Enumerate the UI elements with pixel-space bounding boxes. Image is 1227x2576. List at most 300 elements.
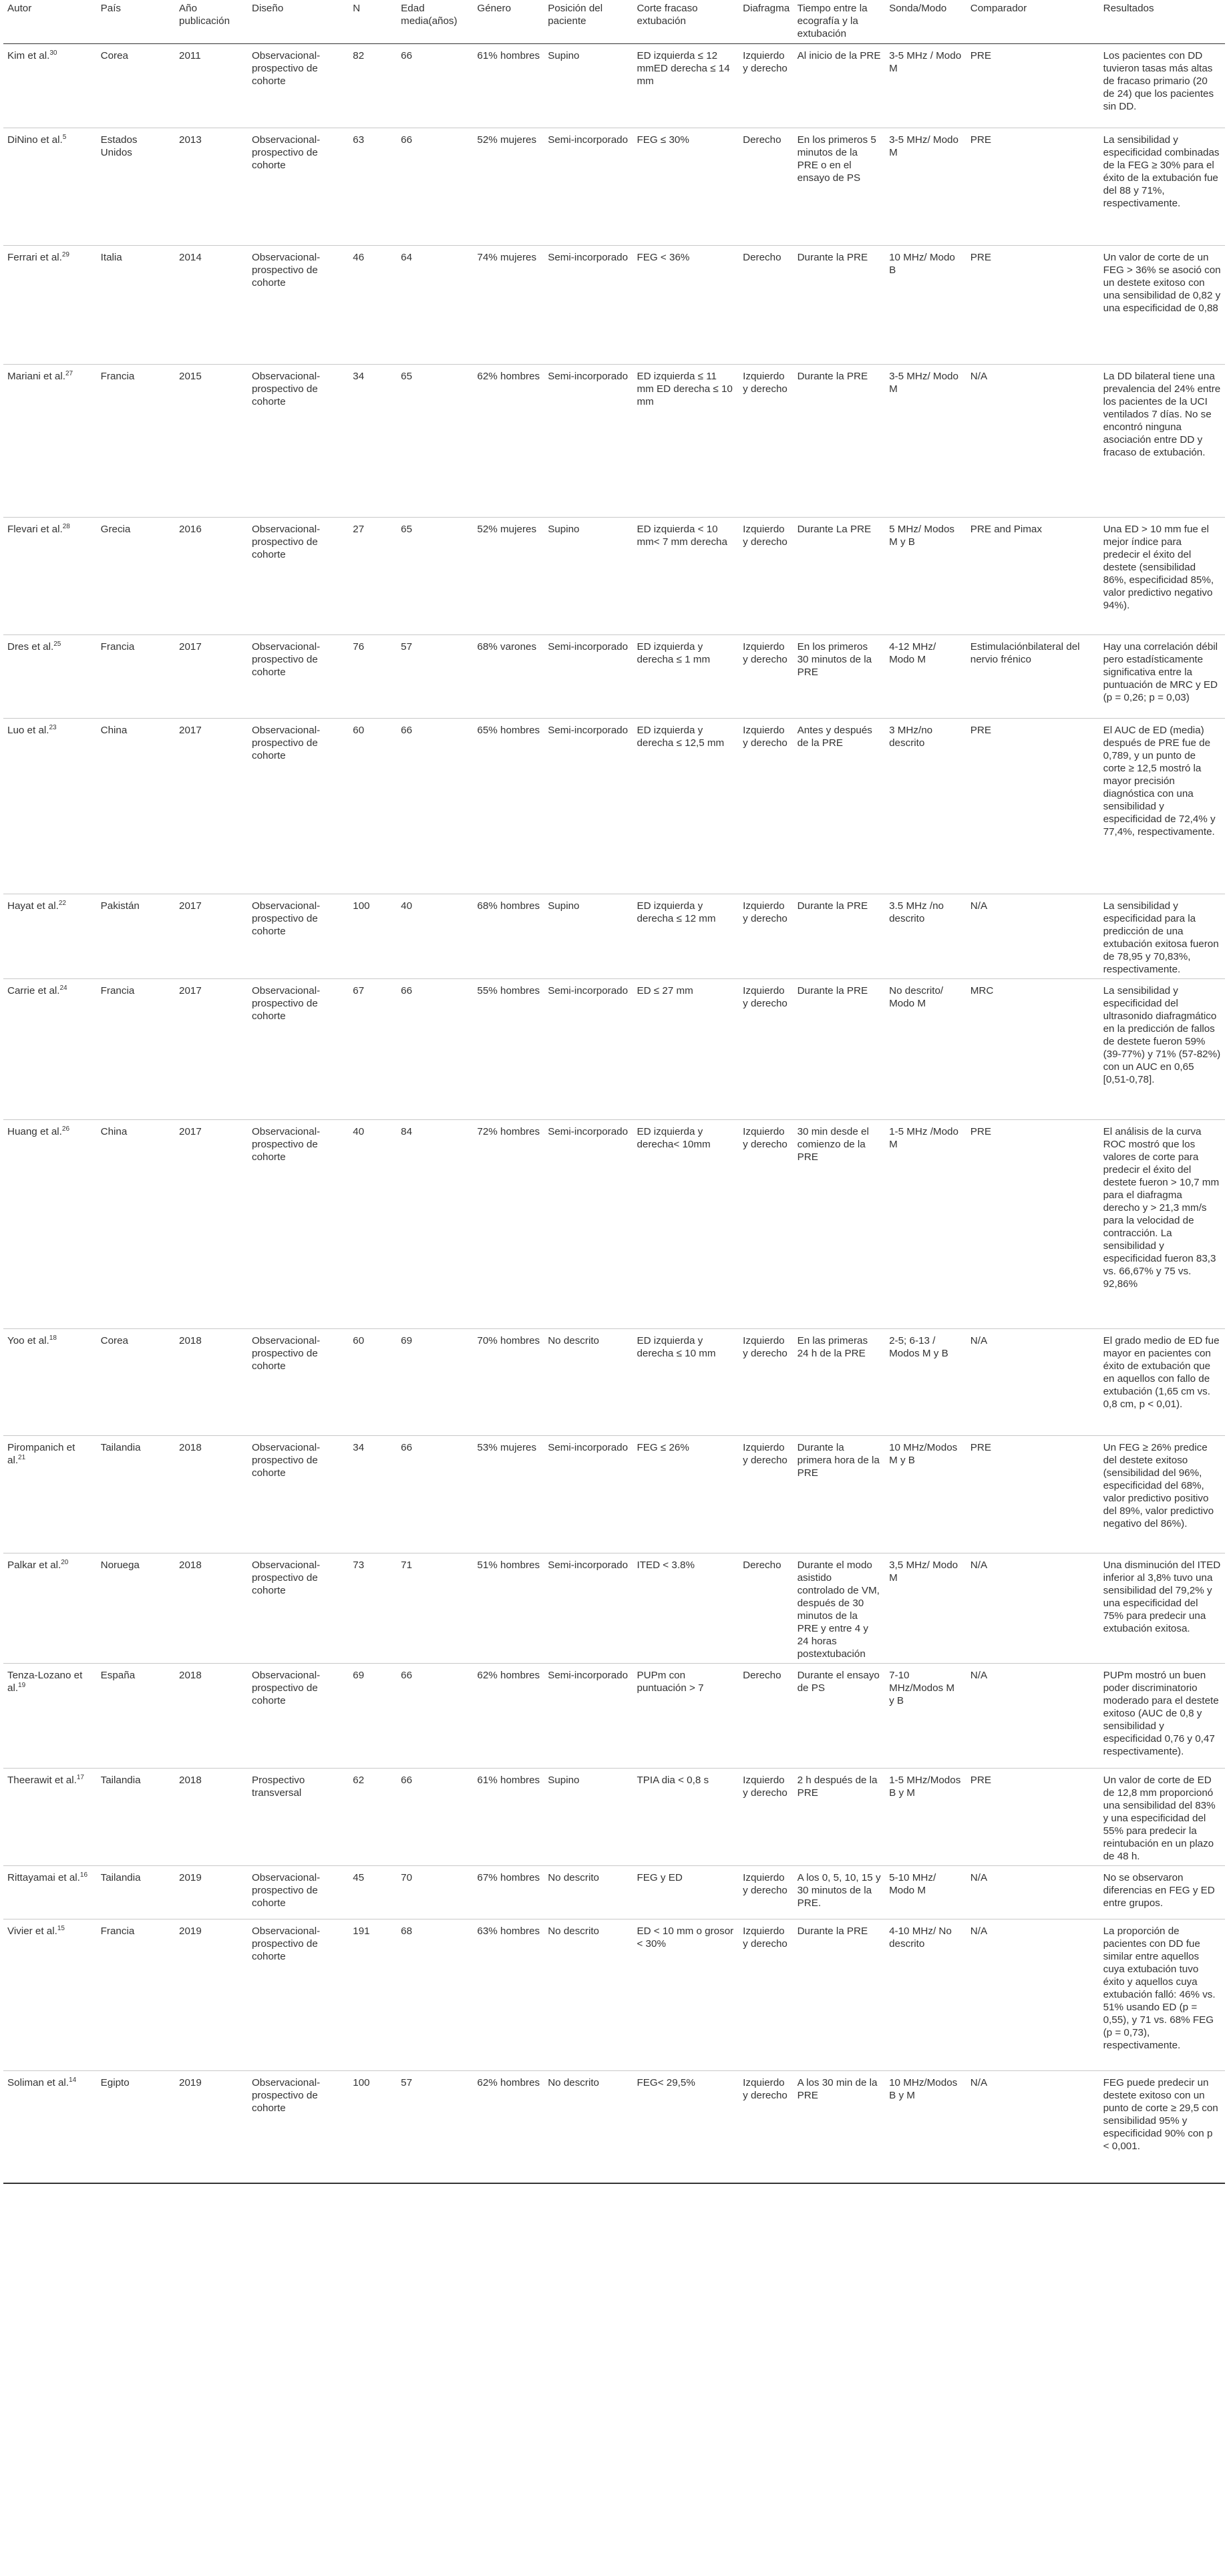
cell-tiempo: En las primeras 24 h de la PRE [794, 1329, 886, 1436]
cell-genero: 62% hombres [473, 1664, 544, 1769]
cell-ano: 2018 [175, 1329, 248, 1436]
cell-sonda: 4-12 MHz/ Modo M [885, 635, 967, 719]
cell-resultados: Una disminución del ITED inferior al 3,8% tuvo una sensibilidad del 79,2% y una especificidad del 75% para predecir una extubación exitosa. [1099, 1553, 1225, 1664]
cell-diafragma: Izquierdo y derecho [739, 1120, 793, 1329]
cell-autor [3, 635, 97, 719]
cell-comparador: N/A [967, 1329, 1099, 1436]
cell-corte: FEG ≤ 30% [633, 128, 739, 246]
cell-sonda: 3,5 MHz/ Modo M [885, 1553, 967, 1664]
cell-diafragma: Izquierdo y derecho [739, 44, 793, 128]
table-row [3, 979, 1225, 1120]
cell-ano: 2017 [175, 719, 248, 894]
cell-edad: 65 [397, 518, 473, 635]
header-posicion-paciente: Posición del paciente [544, 0, 633, 44]
cell-posicion: Semi-incorporado [544, 719, 633, 894]
cell-autor [3, 518, 97, 635]
author-name: Soliman et al. [7, 2077, 69, 2088]
reference-number: 26 [61, 1125, 70, 1133]
cell-resultados: La DD bilateral tiene una prevalencia del 24% entre los pacientes de la UCI ventilados 7 días. No se encontró ninguna asociación entre DD y fracaso de extubación. [1099, 365, 1225, 518]
header-autor: Autor [3, 0, 97, 44]
cell-resultados: El grado medio de ED fue mayor en pacientes con éxito de extubación que en aquellos con fallo de extubación (1,65 cm vs. 0,8 cm, p < 0,01). [1099, 1329, 1225, 1436]
cell-tiempo: Durante el modo asistido controlado de VM, después de 30 minutos de la PRE y entre 4 y 24 horas postextubación [794, 1553, 886, 1664]
cell-tiempo: Durante La PRE [794, 518, 886, 635]
cell-comparador: Estimulaciónbilateral del nervio frénico [967, 635, 1099, 719]
table-row [3, 1436, 1225, 1553]
cell-diafragma: Izquierdo y derecho [739, 1919, 793, 2071]
table-row [3, 719, 1225, 894]
author-name: Palkar et al. [7, 1559, 61, 1571]
cell-posicion: Semi-incorporado [544, 365, 633, 518]
header-corte-fracaso: Corte fracaso extubación [633, 0, 739, 44]
table-row [3, 128, 1225, 246]
header-resultados: Resultados [1099, 0, 1225, 44]
cell-autor [3, 1436, 97, 1553]
cell-corte: PUPm con puntuación > 7 [633, 1664, 739, 1769]
cell-genero: 52% mujeres [473, 128, 544, 246]
cell-corte: ED ≤ 27 mm [633, 979, 739, 1120]
cell-posicion: Semi-incorporado [544, 246, 633, 365]
studies-table [3, 0, 1225, 2184]
cell-genero: 52% mujeres [473, 518, 544, 635]
cell-edad: 66 [397, 44, 473, 128]
cell-n: 34 [349, 365, 397, 518]
cell-sonda: 3.5 MHz /no descrito [885, 894, 967, 979]
cell-genero: 74% mujeres [473, 246, 544, 365]
author-name: Mariani et al. [7, 371, 65, 382]
cell-n: 82 [349, 44, 397, 128]
cell-pais: Noruega [97, 1553, 175, 1664]
reference-number: 17 [76, 1774, 84, 1781]
reference-number: 18 [49, 1334, 57, 1342]
cell-posicion: Supino [544, 518, 633, 635]
cell-autor [3, 979, 97, 1120]
cell-diafragma: Izquierdo y derecho [739, 1329, 793, 1436]
cell-pais: Tailandia [97, 1769, 175, 1866]
cell-pais: Corea [97, 44, 175, 128]
cell-resultados: El AUC de ED (media) después de PRE fue de 0,789, y un punto de corte ≥ 12,5 mostró la mayor precisión diagnóstica con una sensibilidad y especificidad de 72,4% y 77,4%, respectivamente. [1099, 719, 1225, 894]
header-row [3, 0, 1225, 44]
cell-autor [3, 1919, 97, 2071]
cell-tiempo: 30 min desde el comienzo de la PRE [794, 1120, 886, 1329]
cell-diseno: Observacional-prospectivo de cohorte [248, 719, 349, 894]
cell-corte: FEG ≤ 26% [633, 1436, 739, 1553]
cell-ano: 2018 [175, 1553, 248, 1664]
cell-pais: China [97, 719, 175, 894]
cell-genero: 62% hombres [473, 365, 544, 518]
cell-tiempo: Durante la PRE [794, 894, 886, 979]
cell-diseno: Observacional-prospectivo de cohorte [248, 2071, 349, 2183]
reference-number: 21 [18, 1454, 26, 1461]
cell-genero: 61% hombres [473, 44, 544, 128]
cell-diseno: Observacional-prospectivo de cohorte [248, 1866, 349, 1919]
author-name: Yoo et al. [7, 1335, 49, 1346]
table-row [3, 1329, 1225, 1436]
cell-tiempo: Durante la PRE [794, 246, 886, 365]
cell-genero: 51% hombres [473, 1553, 544, 1664]
cell-sonda: 2-5; 6-13 / Modos M y B [885, 1329, 967, 1436]
cell-corte: FEG< 29,5% [633, 2071, 739, 2183]
cell-resultados: Un FEG ≥ 26% predice del destete exitoso (sensibilidad del 96%, especificidad del 68%, valor predictivo positivo del 89%, valor predictivo negativo del 86%). [1099, 1436, 1225, 1553]
cell-resultados: La sensibilidad y especificidad del ultrasonido diafragmático en la predicción de fallos de destete fueron 59% (39-77%) y 71% (57-82%) con un AUC en 0,65 [0,51-0,78]. [1099, 979, 1225, 1120]
cell-edad: 40 [397, 894, 473, 979]
cell-autor [3, 1329, 97, 1436]
cell-diseno: Observacional-prospectivo de cohorte [248, 979, 349, 1120]
cell-diafragma: Izquierdo y derecho [739, 894, 793, 979]
cell-tiempo: En los primeros 5 minutos de la PRE o en el ensayo de PS [794, 128, 886, 246]
cell-comparador: PRE and Pimax [967, 518, 1099, 635]
cell-comparador: N/A [967, 894, 1099, 979]
cell-genero: 62% hombres [473, 2071, 544, 2183]
cell-autor [3, 44, 97, 128]
cell-ano: 2015 [175, 365, 248, 518]
cell-sonda: 10 MHz/Modos B y M [885, 2071, 967, 2183]
cell-edad: 66 [397, 1436, 473, 1553]
cell-diafragma: Izquierdo y derecho [739, 365, 793, 518]
cell-n: 100 [349, 894, 397, 979]
cell-pais: Tailandia [97, 1866, 175, 1919]
cell-comparador: PRE [967, 1769, 1099, 1866]
cell-corte: FEG y ED [633, 1866, 739, 1919]
cell-sonda: 1-5 MHz/Modos B y M [885, 1769, 967, 1866]
reference-number: 16 [79, 1871, 88, 1879]
cell-n: 60 [349, 719, 397, 894]
cell-edad: 57 [397, 635, 473, 719]
cell-edad: 64 [397, 246, 473, 365]
cell-posicion: No descrito [544, 1919, 633, 2071]
cell-corte: ED izquierda y derecha ≤ 10 mm [633, 1329, 739, 1436]
cell-n: 73 [349, 1553, 397, 1664]
cell-comparador: PRE [967, 128, 1099, 246]
cell-resultados: Hay una correlación débil pero estadísticamente significativa entre la puntuación de MRC y ED (p = 0,26; p = 0,03) [1099, 635, 1225, 719]
table-row [3, 246, 1225, 365]
cell-posicion: Semi-incorporado [544, 979, 633, 1120]
cell-edad: 69 [397, 1329, 473, 1436]
cell-sonda: 3 MHz/no descrito [885, 719, 967, 894]
table-row [3, 44, 1225, 128]
cell-genero: 70% hombres [473, 1329, 544, 1436]
cell-posicion: Semi-incorporado [544, 1120, 633, 1329]
cell-comparador: PRE [967, 719, 1099, 894]
cell-resultados: La proporción de pacientes con DD fue similar entre aquellos cuya extubación tuvo éxito y aquellos cuya extubación falló: 46% vs. 51% usando ED (p = 0,55), y 71 vs. 68% FEG (p = 0,73), respectivamente. [1099, 1919, 1225, 2071]
cell-genero: 61% hombres [473, 1769, 544, 1866]
cell-comparador: N/A [967, 1919, 1099, 2071]
cell-corte: TPIA dia < 0,8 s [633, 1769, 739, 1866]
cell-pais: Francia [97, 1919, 175, 2071]
cell-corte: ED < 10 mm o grosor < 30% [633, 1919, 739, 2071]
cell-diseno: Observacional-prospectivo de cohorte [248, 1120, 349, 1329]
cell-autor [3, 1120, 97, 1329]
reference-number: 28 [62, 523, 70, 530]
cell-sonda: 10 MHz/Modos M y B [885, 1436, 967, 1553]
cell-corte: ED izquierda y derecha ≤ 12,5 mm [633, 719, 739, 894]
cell-diafragma: Derecho [739, 246, 793, 365]
cell-diafragma: Izquierdo y derecho [739, 2071, 793, 2183]
cell-tiempo: Durante la PRE [794, 1919, 886, 2071]
cell-pais: Italia [97, 246, 175, 365]
cell-n: 40 [349, 1120, 397, 1329]
cell-resultados: PUPm mostró un buen poder discriminatorio moderado para el destete exitoso (AUC de 0,8 y sensibilidad y especificidad 0,76 y 0,47 respectivamente). [1099, 1664, 1225, 1769]
header-comparador: Comparador [967, 0, 1099, 44]
cell-resultados: FEG puede predecir un destete exitoso con un punto de corte ≥ 29,5 con sensibilidad 95% y especificidad 90% con p < 0,001. [1099, 2071, 1225, 2183]
cell-diseno: Prospectivo transversal [248, 1769, 349, 1866]
cell-sonda: 3-5 MHz/ Modo M [885, 128, 967, 246]
author-name: Huang et al. [7, 1126, 62, 1137]
cell-autor [3, 1866, 97, 1919]
table-row [3, 1553, 1225, 1664]
cell-ano: 2019 [175, 1866, 248, 1919]
cell-diseno: Observacional-prospectivo de cohorte [248, 1329, 349, 1436]
cell-diseno: Observacional-prospectivo de cohorte [248, 1919, 349, 2071]
cell-edad: 66 [397, 979, 473, 1120]
author-name: DiNino et al. [7, 134, 63, 146]
cell-corte: ED izquierda y derecha< 10mm [633, 1120, 739, 1329]
cell-corte: ED izquierda y derecha ≤ 12 mm [633, 894, 739, 979]
author-name: Carrie et al. [7, 985, 60, 996]
cell-pais: Tailandia [97, 1436, 175, 1553]
cell-resultados: No se observaron diferencias en FEG y ED entre grupos. [1099, 1866, 1225, 1919]
cell-corte: ED izquierda ≤ 12 mmED derecha ≤ 14 mm [633, 44, 739, 128]
cell-n: 63 [349, 128, 397, 246]
cell-ano: 2019 [175, 2071, 248, 2183]
cell-diafragma: Derecho [739, 1664, 793, 1769]
reference-number: 15 [57, 1925, 65, 1932]
table-row [3, 1120, 1225, 1329]
reference-number: 30 [49, 49, 57, 57]
header-genero: Género [473, 0, 544, 44]
cell-diseno: Observacional-prospectivo de cohorte [248, 246, 349, 365]
cell-autor [3, 1664, 97, 1769]
cell-corte: ITED < 3.8% [633, 1553, 739, 1664]
cell-diafragma: Izquierdo y derecho [739, 635, 793, 719]
cell-genero: 68% hombres [473, 894, 544, 979]
cell-n: 60 [349, 1329, 397, 1436]
cell-ano: 2013 [175, 128, 248, 246]
header-diseno: Diseño [248, 0, 349, 44]
cell-tiempo: A los 0, 5, 10, 15 y 30 minutos de la PRE. [794, 1866, 886, 1919]
cell-comparador: N/A [967, 1664, 1099, 1769]
cell-posicion: Semi-incorporado [544, 1553, 633, 1664]
cell-pais: Grecia [97, 518, 175, 635]
cell-diseno: Observacional-prospectivo de cohorte [248, 1553, 349, 1664]
cell-comparador: PRE [967, 1120, 1099, 1329]
cell-n: 100 [349, 2071, 397, 2183]
cell-diseno: Observacional-prospectivo de cohorte [248, 128, 349, 246]
cell-pais: Francia [97, 635, 175, 719]
cell-resultados: El análisis de la curva ROC mostró que los valores de corte para predecir el éxito del destete fueron > 10,7 mm para el diafragma derecho y > 21,3 mm/s para la velocidad de contracción. La sensibilidad y especificidad fueron 83,3 vs. 66,67% y 75 vs. 92,86% [1099, 1120, 1225, 1329]
cell-ano: 2016 [175, 518, 248, 635]
table-row [3, 365, 1225, 518]
cell-pais: China [97, 1120, 175, 1329]
header-pais: País [97, 0, 175, 44]
table-body [3, 44, 1225, 2183]
cell-pais: Francia [97, 979, 175, 1120]
cell-autor [3, 894, 97, 979]
cell-corte: ED izquierda ≤ 11 mm ED derecha ≤ 10 mm [633, 365, 739, 518]
cell-n: 191 [349, 1919, 397, 2071]
cell-genero: 68% varones [473, 635, 544, 719]
reference-number: 24 [59, 984, 67, 992]
author-name: Rittayamai et al. [7, 1872, 80, 1883]
cell-comparador: MRC [967, 979, 1099, 1120]
cell-autor [3, 1769, 97, 1866]
cell-diseno: Observacional-prospectivo de cohorte [248, 1436, 349, 1553]
cell-edad: 71 [397, 1553, 473, 1664]
cell-ano: 2017 [175, 635, 248, 719]
cell-comparador: N/A [967, 365, 1099, 518]
cell-n: 45 [349, 1866, 397, 1919]
cell-diafragma: Izquierdo y derecho [739, 518, 793, 635]
cell-diseno: Observacional-prospectivo de cohorte [248, 635, 349, 719]
cell-resultados: La sensibilidad y especificidad combinadas de la FEG ≥ 30% para el éxito de la extubación fue del 88 y 71%, respectivamente. [1099, 128, 1225, 246]
cell-edad: 66 [397, 1664, 473, 1769]
cell-genero: 63% hombres [473, 1919, 544, 2071]
cell-comparador: N/A [967, 1866, 1099, 1919]
cell-ano: 2014 [175, 246, 248, 365]
header-sonda-modo: Sonda/Modo [885, 0, 967, 44]
cell-pais: Francia [97, 365, 175, 518]
cell-diafragma: Derecho [739, 128, 793, 246]
cell-edad: 70 [397, 1866, 473, 1919]
cell-tiempo: Durante la PRE [794, 365, 886, 518]
cell-ano: 2018 [175, 1664, 248, 1769]
cell-comparador: N/A [967, 2071, 1099, 2183]
cell-n: 62 [349, 1769, 397, 1866]
cell-resultados: Los pacientes con DD tuvieron tasas más altas de fracaso primario (20 de 24) que los pacientes sin DD. [1099, 44, 1225, 128]
cell-tiempo: Durante el ensayo de PS [794, 1664, 886, 1769]
cell-comparador: PRE [967, 44, 1099, 128]
cell-diafragma: Derecho [739, 1553, 793, 1664]
cell-ano: 2017 [175, 894, 248, 979]
cell-resultados: Una ED > 10 mm fue el mejor índice para predecir el éxito del destete (sensibilidad 86%, especificidad 85%, valor predictivo negativo 94%). [1099, 518, 1225, 635]
cell-pais: Egipto [97, 2071, 175, 2183]
cell-corte: ED izquierda < 10 mm< 7 mm derecha [633, 518, 739, 635]
cell-tiempo: Durante la PRE [794, 979, 886, 1120]
reference-number: 27 [65, 370, 73, 377]
table-row [3, 518, 1225, 635]
cell-tiempo: A los 30 min de la PRE [794, 2071, 886, 2183]
cell-diafragma: Izquierdo y derecho [739, 1436, 793, 1553]
cell-diseno: Observacional-prospectivo de cohorte [248, 1664, 349, 1769]
cell-posicion: Semi-incorporado [544, 1436, 633, 1553]
cell-posicion: Supino [544, 44, 633, 128]
cell-ano: 2018 [175, 1436, 248, 1553]
cell-posicion: Supino [544, 1769, 633, 1866]
cell-posicion: Supino [544, 894, 633, 979]
table-row [3, 1919, 1225, 2071]
author-name: Pirompanich et al. [7, 1442, 75, 1466]
cell-comparador: PRE [967, 1436, 1099, 1553]
author-name: Vivier et al. [7, 1925, 57, 1937]
cell-posicion: Semi-incorporado [544, 1664, 633, 1769]
cell-corte: FEG < 36% [633, 246, 739, 365]
author-name: Luo et al. [7, 725, 49, 736]
cell-genero: 65% hombres [473, 719, 544, 894]
cell-posicion: Semi-incorporado [544, 635, 633, 719]
author-name: Flevari et al. [7, 524, 63, 535]
table-row [3, 2071, 1225, 2183]
cell-ano: 2017 [175, 979, 248, 1120]
cell-pais: Pakistán [97, 894, 175, 979]
author-name: Dres et al. [7, 641, 54, 653]
reference-number: 22 [58, 900, 66, 907]
table-row [3, 1769, 1225, 1866]
cell-resultados: La sensibilidad y especificidad para la predicción de una extubación exitosa fueron de 78,95 y 70,83%, respectivamente. [1099, 894, 1225, 979]
cell-pais: Estados Unidos [97, 128, 175, 246]
cell-sonda: 4-10 MHz/ No descrito [885, 1919, 967, 2071]
cell-corte: ED izquierda y derecha ≤ 1 mm [633, 635, 739, 719]
cell-autor [3, 128, 97, 246]
cell-sonda: 5 MHz/ Modos M y B [885, 518, 967, 635]
cell-genero: 72% hombres [473, 1120, 544, 1329]
cell-resultados: Un valor de corte de un FEG > 36% se asoció con un destete exitoso con una sensibilidad de 0,82 y una especificidad de 0,88 [1099, 246, 1225, 365]
cell-tiempo: Al inicio de la PRE [794, 44, 886, 128]
cell-posicion: No descrito [544, 1866, 633, 1919]
table-row [3, 1664, 1225, 1769]
cell-sonda: 3-5 MHz / Modo M [885, 44, 967, 128]
cell-posicion: No descrito [544, 1329, 633, 1436]
author-name: Hayat et al. [7, 900, 59, 912]
cell-autor [3, 365, 97, 518]
table-row [3, 1866, 1225, 1919]
cell-comparador: N/A [967, 1553, 1099, 1664]
cell-edad: 68 [397, 1919, 473, 2071]
cell-pais: Corea [97, 1329, 175, 1436]
cell-edad: 66 [397, 1769, 473, 1866]
cell-edad: 66 [397, 719, 473, 894]
cell-genero: 55% hombres [473, 979, 544, 1120]
cell-sonda: 1-5 MHz /Modo M [885, 1120, 967, 1329]
cell-ano: 2019 [175, 1919, 248, 2071]
cell-posicion: Semi-incorporado [544, 128, 633, 246]
cell-tiempo: Durante la primera hora de la PRE [794, 1436, 886, 1553]
cell-edad: 84 [397, 1120, 473, 1329]
cell-comparador: PRE [967, 246, 1099, 365]
header-diafragma: Diafragma [739, 0, 793, 44]
cell-autor [3, 1553, 97, 1664]
cell-diseno: Observacional-prospectivo de cohorte [248, 44, 349, 128]
header-n: N [349, 0, 397, 44]
cell-ano: 2017 [175, 1120, 248, 1329]
cell-tiempo: En los primeros 30 minutos de la PRE [794, 635, 886, 719]
cell-genero: 53% mujeres [473, 1436, 544, 1553]
cell-edad: 66 [397, 128, 473, 246]
reference-number: 20 [61, 1559, 69, 1566]
cell-resultados: Un valor de corte de ED de 12,8 mm proporcionó una sensibilidad del 83% y una especificidad del 55% para predecir la reintubación en un plazo de 48 h. [1099, 1769, 1225, 1866]
cell-diseno: Observacional-prospectivo de cohorte [248, 365, 349, 518]
table-row [3, 635, 1225, 719]
cell-pais: España [97, 1664, 175, 1769]
cell-diafragma: Izquierdo y derecho [739, 1866, 793, 1919]
table-container [3, 0, 1225, 2184]
cell-n: 34 [349, 1436, 397, 1553]
cell-sonda: 7-10 MHz/Modos M y B [885, 1664, 967, 1769]
author-name: Theerawit et al. [7, 1775, 77, 1786]
cell-n: 46 [349, 246, 397, 365]
cell-n: 67 [349, 979, 397, 1120]
cell-sonda: 10 MHz/ Modo B [885, 246, 967, 365]
cell-diafragma: Izquierdo y derecho [739, 719, 793, 894]
reference-number: 14 [69, 2076, 77, 2084]
reference-number: 25 [53, 640, 61, 648]
cell-autor [3, 2071, 97, 2183]
author-name: Tenza-Lozano et al. [7, 1670, 83, 1694]
cell-ano: 2011 [175, 44, 248, 128]
header-tiempo: Tiempo entre la ecografía y la extubación [794, 0, 886, 44]
cell-autor [3, 246, 97, 365]
table-row [3, 894, 1225, 979]
cell-edad: 57 [397, 2071, 473, 2183]
cell-n: 76 [349, 635, 397, 719]
